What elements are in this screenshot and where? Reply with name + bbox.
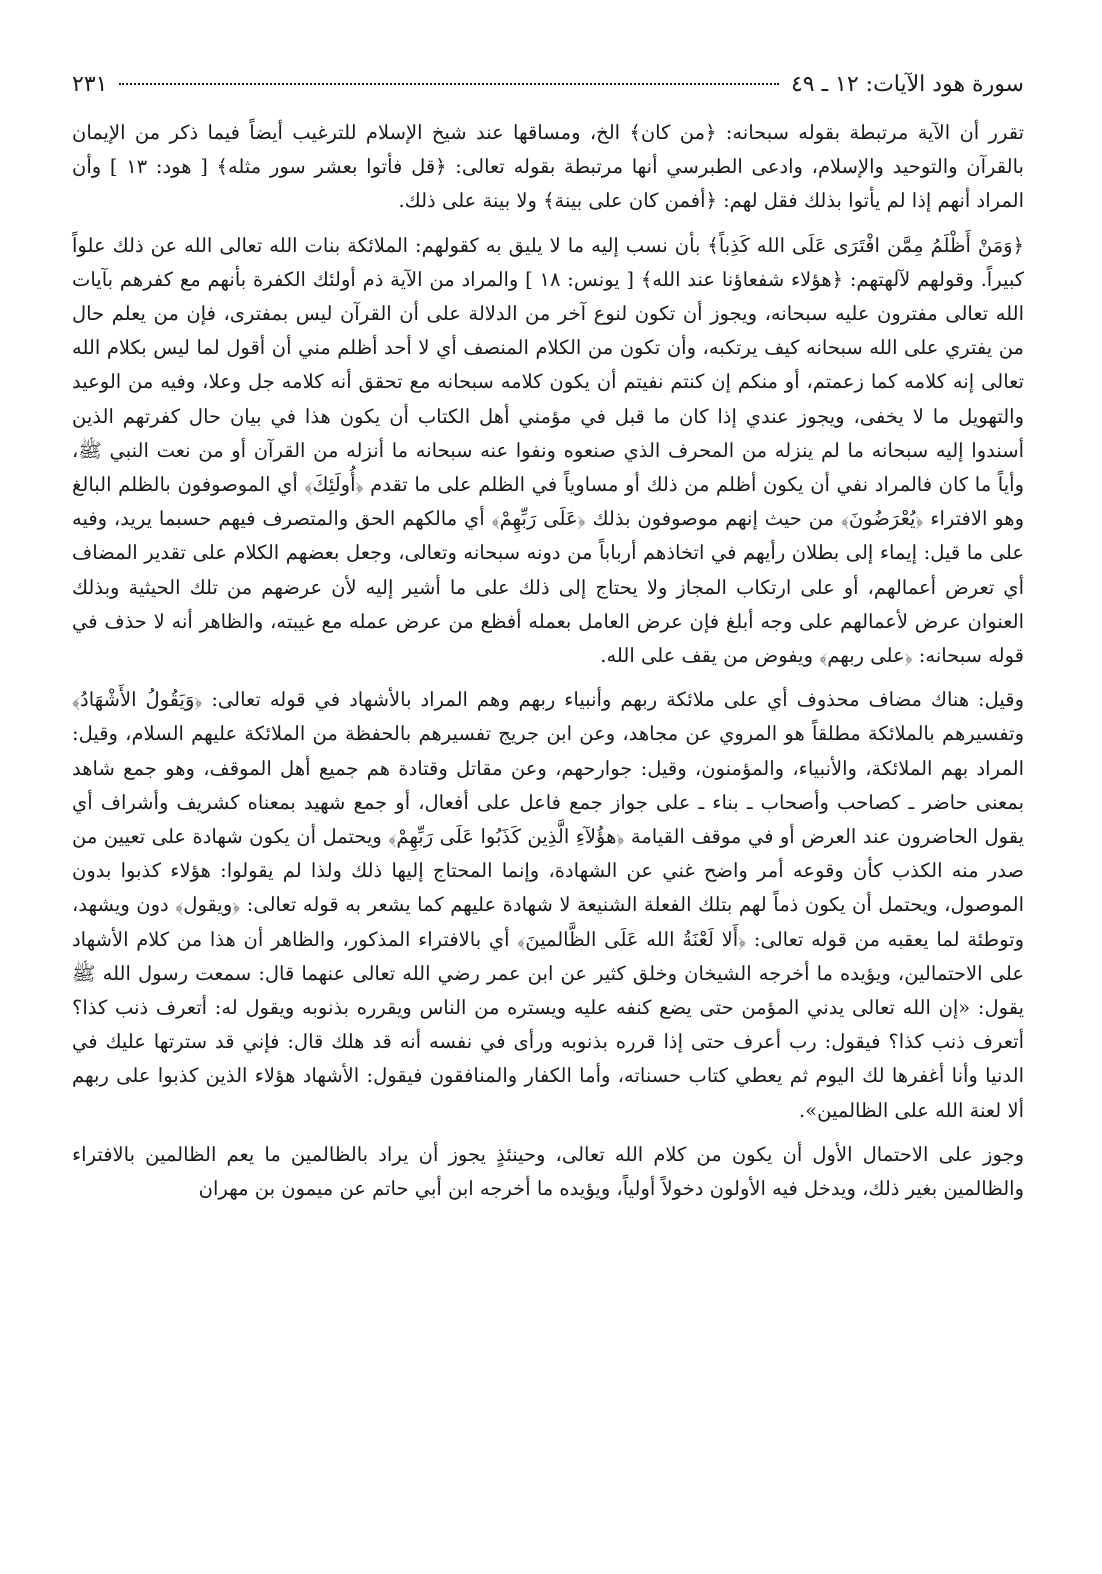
paragraph-1: تقرر أن الآية مرتبطة بقوله سبحانه: ﴿من كان﴾ الخ، ومساقها عند شيخ الإسلام للترغيب أيضاً فيما ذكر من الإيمان بالقرآن والتوحيد والإسلام، وادعى الطبرسي أنها مرتبطة بقوله تعالى: ﴿قل فأتوا بعشر سور مثله﴾ [ هود: ١٣ ] وأن المراد أنهم إذا لم يأتوا بذلك فقل لهم: ﴿أفمن كان على بينة﴾ ولا بينة على ذلك. bbox=[72, 121, 1024, 213]
page-number: ٢٣١ bbox=[72, 72, 108, 97]
running-header bbox=[72, 72, 1024, 112]
paragraph-2: ﴿وَمَنْ أَظْلَمُ مِمَّن افْتَرَى عَلَى الله كَذِباً﴾ بأن نسب إليه ما لا يليق به كقولهم: الملائكة بنات الله تعالى الله عن ذلك علواً كبيراً. وقولهم لآلهتهم: ﴿هؤلاء شفعاؤنا عند الله﴾ [ يونس: ١٨ ] والمراد من الآية ذم أولئك الكفرة بأنهم مع كفرهم بآيات الله تعالى مفترون عليه سبحانه، ويجوز أن تكون لنوع آخر من الدلالة على أن القرآن ليس بمفترى، فإن من يعلم حال من يفتري على الله سبحانه كيف يرتكبه، وأن تكون من الكلام المنصف أي لا أحد أظلم مني أن أقول لما ليس بكلام الله تعالى إنه كلامه كما زعمتم، أو منكم إن كنتم نفيتم أن يكون كلامه سبحانه مع تحقق أنه كلامه جل وعلا، وفيه من الوعيد والتهويل ما لا يخفى، ويجوز عندي إذا كان ما قبل في مؤمني أهل الكتاب أن يكون هذا في بيان حال كفرتهم الذين أسندوا إليه سبحانه ما لم ينزله من المحرف الذي صنعوه ونفوا عنه سبحانه ما أنزله من القرآن أو من نعت النبي ﷺ، وأياً ما كان فالمراد نفي أن يكون أظلم من ذلك أو مساوياً في الظلم على ما تقدم ﴿أُولَئِكَ﴾ أي الموصوفون بالظلم البالغ وهو الافتراء ﴿يُعْرَضُونَ﴾ من حيث إنهم موصوفون بذلك ﴿عَلَى رَبِّهِمْ﴾ أي مالكهم الحق والمتصرف فيهم حسبما يريد، وفيه على ما قيل: إيماء إلى بطلان رأيهم في اتخاذهم أرباباً من دونه سبحانه وتعالى، وجعل بعضهم الكلام على تقدير المضاف أي تعرض أعمالهم، أو على ارتكاب المجاز ولا يحتاج إلى ذلك على ما أشير إليه لأن عرضهم من تلك الحيثية وبذلك العنوان عرض لأعمالهم على وجه أبلغ فإن عرض العامل بعمله أفظع من عرض عمله مع غيبته، والظاهر أنه لا حذف في قوله سبحانه: ﴿على ربهم﴾ ويفوض من يقف على الله. bbox=[72, 233, 1025, 668]
header-title: سورة هود الآيات: ١٢ ـ ٤٩ bbox=[790, 72, 1024, 97]
header-dot-leader bbox=[119, 83, 779, 85]
paragraph-3: وقيل: هناك مضاف محذوف أي على ملائكة ربهم وأنبياء ربهم وهم المراد بالأشهاد في قوله تعالى: ﴿وَيَقُولُ الأَشْهَادُ﴾ وتفسيرهم بالملائكة مطلقاً هو المروي عن مجاهد، وعن ابن جريج تفسيرهم بالحفظة من الملائكة عليهم السلام، وقيل: المراد بهم الملائكة، والأنبياء، والمؤمنون، وقيل: جوارحهم، وعن مقاتل وقتادة هم جميع أهل الموقف، وهو جمع شاهد بمعنى حاضر ـ كصاحب وأصحاب ـ بناء ـ على جواز جمع فاعل على أفعال، أو جمع شهيد بمعناه كشريف وأشراف أي يقول الحاضرون عند العرض أو في موقف القيامة ﴿هؤُلآءِ الَّذِين كَذَبُوا عَلَى رَبِّهِمْ﴾ ويحتمل أن يكون شهادة على تعيين من صدر منه الكذب كأن وقوعه أمر واضح غني عن الشهادة، وإنما المحتاج إليها ذلك ولذا لم يقولوا: هؤلاء كذبوا بدون الموصول، ويحتمل أن يكون ذماً لهم بتلك الفعلة الشنيعة لا شهادة عليهم كما يشعر به قوله تعالى: ﴿ويقول﴾ دون ويشهد، وتوطئة لما يعقبه من قوله تعالى: ﴿أَلا لَعْنَةُ الله عَلَى الظَّالمينَ﴾ أي بالافتراء المذكور، والظاهر أن هذا من كلام الأشهاد على الاحتمالين، ويؤيده ما أخرجه الشيخان وخلق كثير عن ابن عمر رضي الله تعالى عنهما قال: سمعت رسول الله ﷺ يقول: «إن الله تعالى يدني المؤمن حتى يضع كنفه عليه ويستره من الناس ويقرره بذنوبه ويقول له: أتعرف ذنب كذا؟ أتعرف ذنب كذا؟ فيقول: رب أعرف حتى إذا قرره بذنوبه ورأى في نفسه أنه قد هلك قال: فإني قد سترتها عليك في الدنيا وأنا أغفرها لك اليوم ثم يعطي كتاب حسناته، وأما الكفار والمنافقون فيقول: الأشهاد هؤلاء الذين كذبوا على ربهم ألا لعنة الله على الظالمين». bbox=[72, 688, 1024, 1122]
paragraph-4: وجوز على الاحتمال الأول أن يكون من كلام الله تعالى، وحينئذٍ يجوز أن يراد بالظالمين ما يعم الظالمين بالافتراء والظالمين بغير ذلك، ويدخل فيه الأولون دخولاً أولياً، ويؤيده ما أخرجه ابن أبي حاتم عن ميمون بن مهران bbox=[72, 1142, 1024, 1201]
